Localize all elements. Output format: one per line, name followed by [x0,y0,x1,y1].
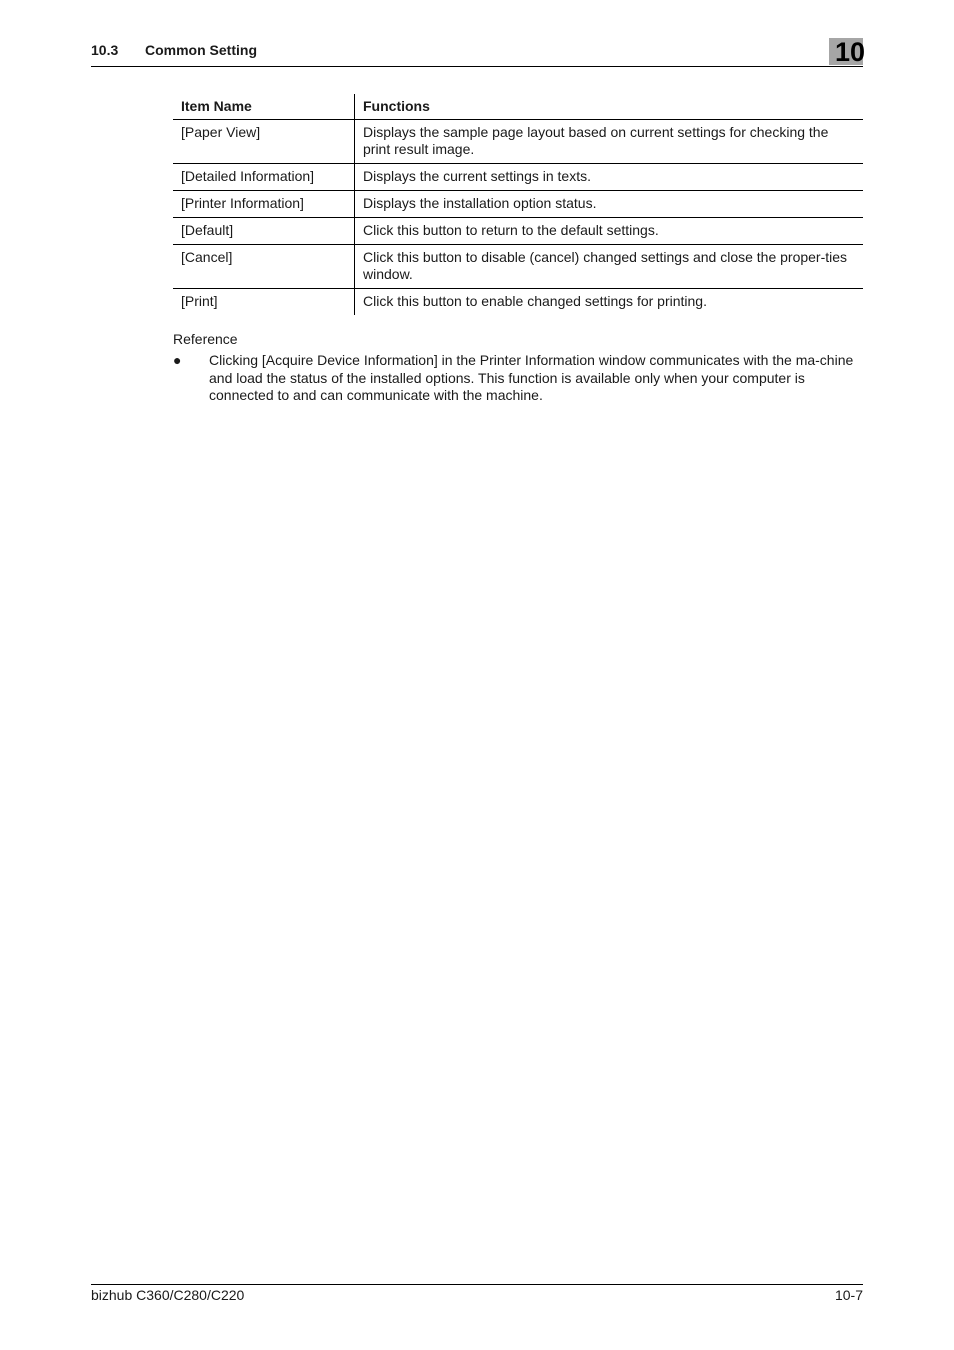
function-cell: Click this button to return to the default settings. [355,218,864,245]
page-footer [91,1284,863,1303]
function-cell: Click this button to disable (cancel) changed settings and close the proper-ties window. [355,245,864,289]
bullet-icon: ● [173,352,182,368]
function-cell: Displays the installation option status. [355,191,864,218]
page-header [91,40,863,67]
functions-table [173,94,863,315]
item-name-cell: [Paper View] [173,120,355,164]
item-name-cell: [Default] [173,218,355,245]
section-title: Common Setting [145,42,257,58]
function-cell: Displays the current settings in texts. [355,164,864,191]
reference-bullet-item [173,352,863,405]
item-name-cell: [Cancel] [173,245,355,289]
footer-model: bizhub C360/C280/C220 [91,1287,245,1303]
column-header-item-name: Item Name [173,94,355,120]
reference-label: Reference [173,331,238,347]
table-row [173,218,863,245]
table-row [173,289,863,316]
table-row [173,164,863,191]
table-row [173,120,863,164]
item-name-cell: [Print] [173,289,355,316]
table-header-row [173,94,863,120]
footer-page-number: 10-7 [834,1287,863,1303]
section-number: 10.3 [91,42,119,58]
table-row [173,191,863,218]
table-row [173,245,863,289]
reference-bullet-text: Clicking [Acquire Device Information] in the Printer Information window communicates with the ma-chine and load the status of the installed options. This function is available only when your computer is connected to and can communicate with the machine. [209,352,854,403]
item-name-cell: [Detailed Information] [173,164,355,191]
function-cell: Displays the sample page layout based on current settings for checking the print result image. [355,120,864,164]
item-name-cell: [Printer Information] [173,191,355,218]
function-cell: Click this button to enable changed settings for printing. [363,293,707,309]
column-header-functions: Functions [355,94,864,120]
chapter-number: 10 [835,37,866,67]
